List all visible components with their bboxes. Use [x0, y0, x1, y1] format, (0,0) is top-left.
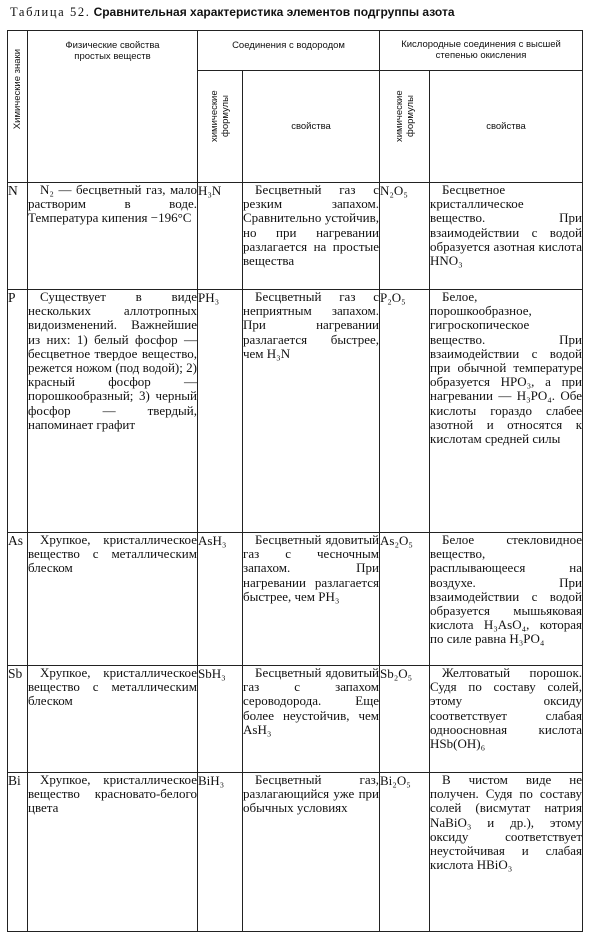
- symbol-cell: Bi: [8, 773, 28, 932]
- oxygen-properties-cell: [430, 183, 583, 290]
- header-oxygen-group: [380, 31, 583, 71]
- oxygen-formula-cell: N₂O₅: [380, 183, 430, 290]
- oxygen-properties-text: Белое стекловидное вещество, расплывающееся на воздухе. При взаимодействии с водой образуется мышьяковая кислота H₃AsO₄, которая по силе равна H₃PO₄: [430, 532, 583, 647]
- hydrogen-properties-cell: [243, 666, 380, 773]
- physical-text: Хрупкое, кристаллическое вещество с металлическим блеском: [28, 532, 197, 576]
- table-row-bi: [8, 773, 583, 932]
- physical-cell: [28, 183, 198, 290]
- symbol-cell: As: [8, 533, 28, 666]
- oxygen-formula-cell: Sb₂O₅: [380, 666, 430, 773]
- table-title: Сравнительная характеристика элементов подгруппы азота: [93, 5, 455, 19]
- header-symbols: [8, 31, 28, 183]
- hydrogen-properties-cell: [243, 773, 380, 932]
- table-row-as: [8, 533, 583, 666]
- oxygen-properties-text: Желтоватый порошок. Судя по составу солей, этому оксиду соответствует слабая одноосновная кислота HSb(OH)₆: [430, 665, 583, 752]
- header-oxygen-properties: [430, 71, 583, 183]
- header-row-1: [8, 31, 583, 71]
- hydrogen-formula-cell: SbH₃: [198, 666, 243, 773]
- oxygen-properties-cell: [430, 533, 583, 666]
- hydrogen-properties-text: Бесцветный газ с неприятным запахом. При нагревании разлагается быстрее, чем H₃N: [243, 289, 380, 361]
- table-row-n: [8, 183, 583, 290]
- oxygen-properties-cell: [430, 773, 583, 932]
- oxygen-properties-text: Белое, порошкообразное, гигроскопическое вещество. При взаимодействии с водой при обычной температуре образуется HPO₃, а при нагревании — H₃PO₄. Обе кислоты гораздо слабее азотной и относятся к кислотам средней силы: [430, 289, 583, 447]
- header-hydrogen-formulas-text: химические формулы: [209, 90, 231, 142]
- symbol-cell: P: [8, 290, 28, 533]
- hydrogen-properties-text: Бесцветный газ, разлагающийся уже при обычных условиях: [243, 772, 380, 816]
- header-oxygen-formulas: [380, 71, 430, 183]
- header-hydrogen-group-text: Соединения с водородом: [232, 40, 345, 51]
- table-row-sb: [8, 666, 583, 773]
- header-symbols-text: Химические знаки: [12, 49, 23, 130]
- header-oxygen-group-text: Кислородные соединения с высшей степенью окисления: [401, 39, 561, 61]
- physical-text: Хрупкое, кристаллическое вещество с металлическим блеском: [28, 665, 197, 709]
- oxygen-formula-cell: Bi₂O₅: [380, 773, 430, 932]
- physical-text: N₂ — бесцветный газ, мало растворим в воде. Температура кипения −196°С: [28, 182, 197, 226]
- header-oxygen-properties-text: свойства: [486, 121, 526, 132]
- header-hydrogen-properties-text: свойства: [291, 121, 331, 132]
- hydrogen-properties-cell: [243, 183, 380, 290]
- hydrogen-properties-text: Бесцветный газ с резким запахом. Сравнительно устойчив, но при нагревании разлагается на простые вещества: [243, 182, 380, 269]
- oxygen-properties-text: Бесцветное кристаллическое вещество. При взаимодействии с водой образуется азотная кислота HNO₃: [430, 182, 583, 269]
- oxygen-formula-cell: P₂O₅: [380, 290, 430, 533]
- oxygen-properties-cell: [430, 290, 583, 533]
- hydrogen-properties-cell: [243, 290, 380, 533]
- header-hydrogen-group: [198, 31, 380, 71]
- hydrogen-formula-cell: BiH₃: [198, 773, 243, 932]
- header-physical: [28, 31, 198, 183]
- physical-cell: [28, 666, 198, 773]
- oxygen-formula-cell: As₂O₅: [380, 533, 430, 666]
- symbol-cell: Sb: [8, 666, 28, 773]
- table-row-p: [8, 290, 583, 533]
- header-hydrogen-properties: [243, 71, 380, 183]
- table-number: Таблица 52.: [10, 5, 91, 19]
- header-hydrogen-formulas: [198, 71, 243, 183]
- physical-cell: [28, 773, 198, 932]
- hydrogen-properties-text: Бесцветный ядовитый газ с запахом сероводорода. Еще более неустойчив, чем AsH₃: [243, 665, 380, 737]
- table-caption: [10, 4, 586, 20]
- physical-cell: [28, 533, 198, 666]
- hydrogen-properties-text: Бесцветный ядовитый газ с чесночным запахом. При нагревании разлагается быстрее, чем PH₃: [243, 532, 380, 604]
- comparison-table: [7, 30, 583, 932]
- header-physical-text: Физические свойства простых веществ: [65, 40, 160, 62]
- physical-text: Хрупкое, кристаллическое вещество красновато-белого цвета: [28, 772, 197, 816]
- hydrogen-formula-cell: PH₃: [198, 290, 243, 533]
- hydrogen-formula-cell: AsH₃: [198, 533, 243, 666]
- header-oxygen-formulas-text: химические формулы: [393, 90, 416, 142]
- physical-text: Существует в виде нескольких аллотропных видоизменений. Важнейшие из них: 1) белый фосфор — бесцветное твердое вещество, режется ножом (под водой); 2) красный фосфор — порошкообразный; 3) черный фосфор — твердый, напоминает графит: [28, 289, 197, 432]
- oxygen-properties-text: В чистом виде не получен. Судя по составу солей (висмутат натрия NaBiO₃ и др.), этому оксиду соответствует неустойчивая и слабая кислота HBiO₃: [430, 772, 583, 873]
- symbol-cell: N: [8, 183, 28, 290]
- oxygen-properties-cell: [430, 666, 583, 773]
- physical-cell: [28, 290, 198, 533]
- hydrogen-properties-cell: [243, 533, 380, 666]
- hydrogen-formula-cell: H₃N: [198, 183, 243, 290]
